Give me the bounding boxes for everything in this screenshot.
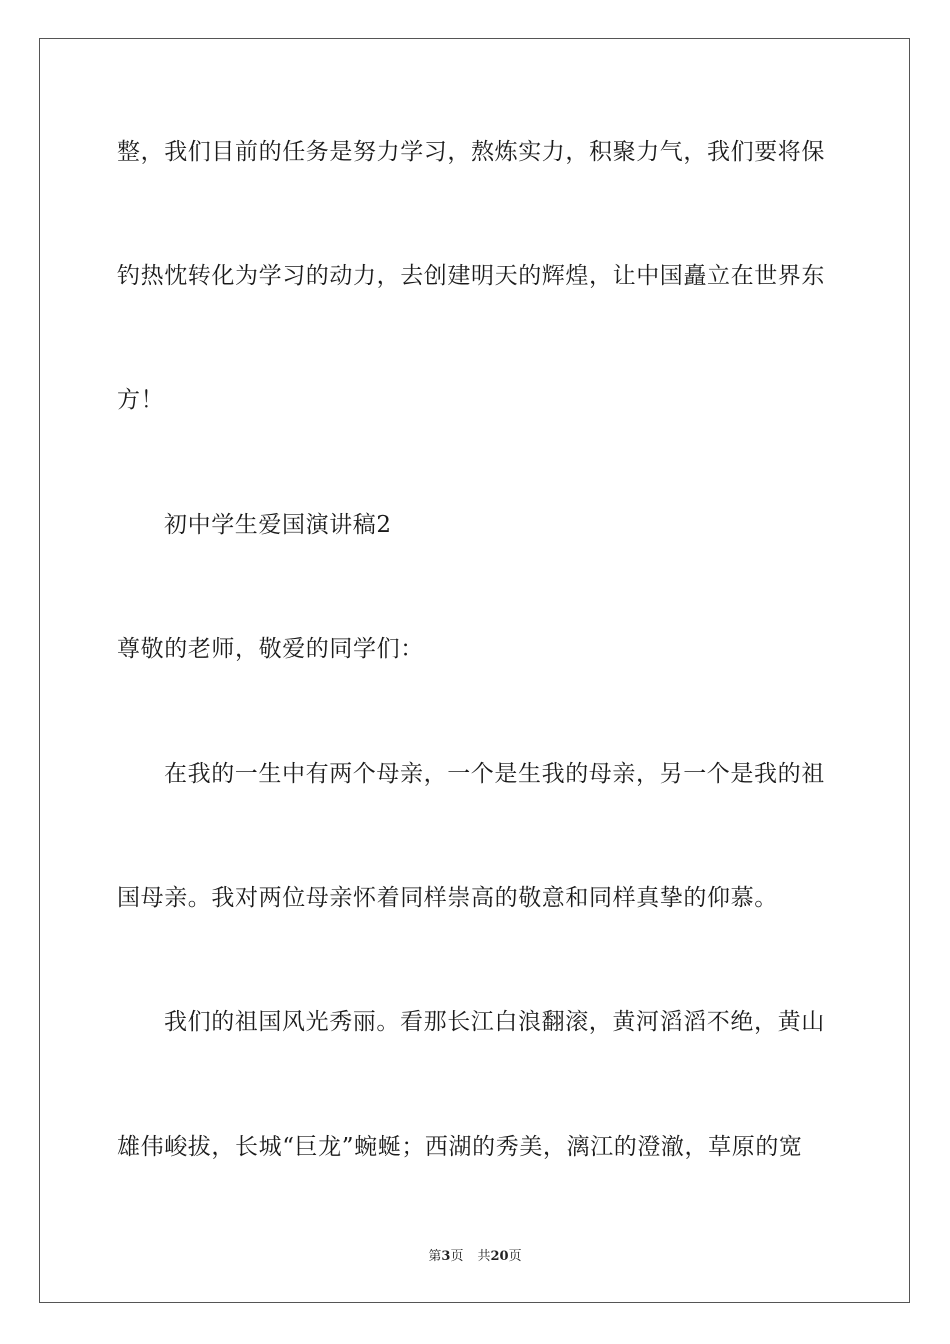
footer-total-number: 20 <box>490 1249 509 1264</box>
page-footer <box>0 1248 950 1266</box>
page-border <box>39 38 910 1303</box>
footer-total-prefix: 共 <box>477 1249 491 1264</box>
text-line-8: 我们的祖国风光秀丽。看那长江白浪翻滚，黄河滔滔不绝，黄山 <box>164 1009 825 1035</box>
salutation: 尊敬的老师，敬爱的同学们： <box>117 636 424 662</box>
text-line-6: 在我的一生中有两个母亲，一个是生我的母亲，另一个是我的祖 <box>164 761 825 787</box>
text-line-3: 方！ <box>117 387 165 413</box>
footer-page-number: 3 <box>441 1249 451 1264</box>
footer-total-suffix: 页 <box>508 1249 522 1264</box>
text-line-7: 国母亲。我对两位母亲怀着同样崇高的敬意和同样真挚的仰慕。 <box>117 885 778 911</box>
text-line-9: 雄伟峻拔，长城“巨龙”蜿蜒；西湖的秀美，漓江的澄澈，草原的宽 <box>117 1134 803 1160</box>
text-line-2: 钓热忱转化为学习的动力，去创建明天的辉煌，让中国矗立在世界东 <box>117 263 825 289</box>
footer-page-prefix: 第 <box>428 1249 442 1264</box>
footer-page-suffix: 页 <box>450 1249 464 1264</box>
section-title: 初中学生爱国演讲稿2 <box>164 512 392 538</box>
text-line-1: 整，我们目前的任务是努力学习，熬炼实力，积聚力气，我们要将保 <box>117 139 825 165</box>
